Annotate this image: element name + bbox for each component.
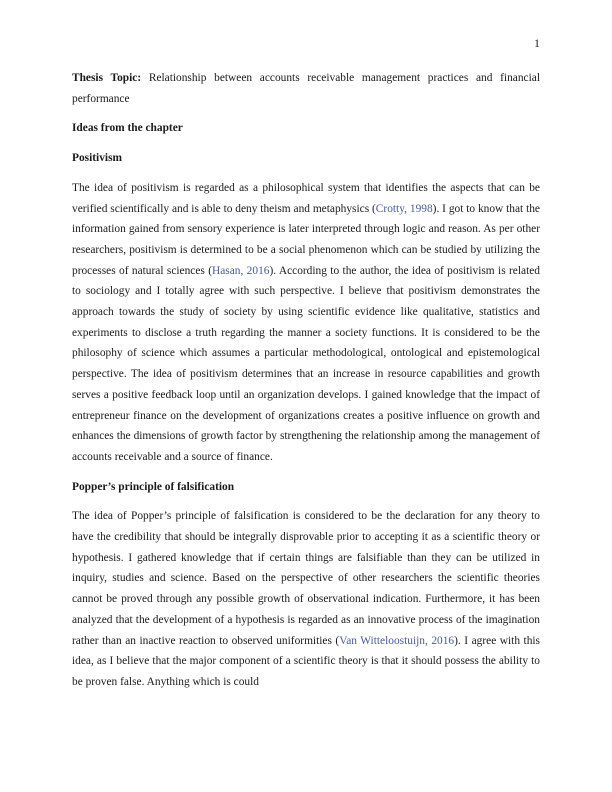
popper-text-2: ). I agree with this idea, as I believe that the major component of a scientific theory is that it should possess the ability to be proven false. Anything which is could bbox=[72, 634, 540, 688]
positivism-paragraph bbox=[72, 178, 540, 468]
page-number: 1 bbox=[534, 36, 540, 50]
popper-paragraph bbox=[72, 506, 540, 692]
citation-van-witteloostuijn: Van Witteloostuijn, 2016 bbox=[339, 634, 455, 647]
citation-crotty: Crotty, 1998 bbox=[375, 202, 433, 215]
thesis-topic bbox=[72, 68, 540, 109]
positivism-text-2: ). I got to know that the information gained from sensory experience is later interpreted through logic and reason. As per other researchers, positivism is determined to be a social phenomenon which can be studied by utilizing the processes of natural sciences ( bbox=[72, 202, 540, 277]
positivism-heading: Positivism bbox=[72, 152, 122, 165]
document-body bbox=[72, 68, 540, 702]
popper-heading: Popper’s principle of falsification bbox=[72, 480, 235, 493]
thesis-label: Thesis Topic: bbox=[72, 72, 142, 84]
positivism-text-3: ). According to the author, the idea of positivism is related to sociology and I totally agree with such perspective. I believe that positivism demonstrates the approach towards the study of society by using scientific evidence like qualitative, statistics and experiments to disclose a truth regarding the manner a society functions. It is considered to be the philosophy of science which assumes a particular methodological, ontological and epistemological perspective. The idea of positivism determines that an increase in resource capabilities and growth serves a positive feedback loop until an organization develops. I gained knowledge that the impact of entrepreneur finance on the development of organizations creates a positive influence on growth and enhances the dimensions of growth factor by strengthening the relationship among the management of accounts receivable and a source of finance. bbox=[72, 264, 540, 463]
citation-hasan: Hasan, 2016 bbox=[212, 264, 270, 277]
popper-text-1: The idea of Popper’s principle of falsification is considered to be the declaration for any theory to have the credibility that should be integrally disprovable prior to accepting it as a scientific theory or hypothesis. I gathered knowledge that if certain things are falsifiable than they can be utilized in inquiry, studies and science. Based on the perspective of other researchers the scientific theories cannot be proved through any possible growth of observational indication. Furthermore, it has been analyzed that the development of a hypothesis is regarded as an innovative process of the imagination rather than an inactive reaction to observed uniformities ( bbox=[72, 510, 540, 647]
section-heading: Ideas from the chapter bbox=[72, 122, 183, 135]
thesis-text: Relationship between accounts receivable management practices and financial performance bbox=[72, 72, 540, 105]
positivism-text-1: The idea of positivism is regarded as a philosophical system that identifies the aspects that can be verified scientifically and is able to deny theism and metaphysics ( bbox=[72, 181, 540, 215]
